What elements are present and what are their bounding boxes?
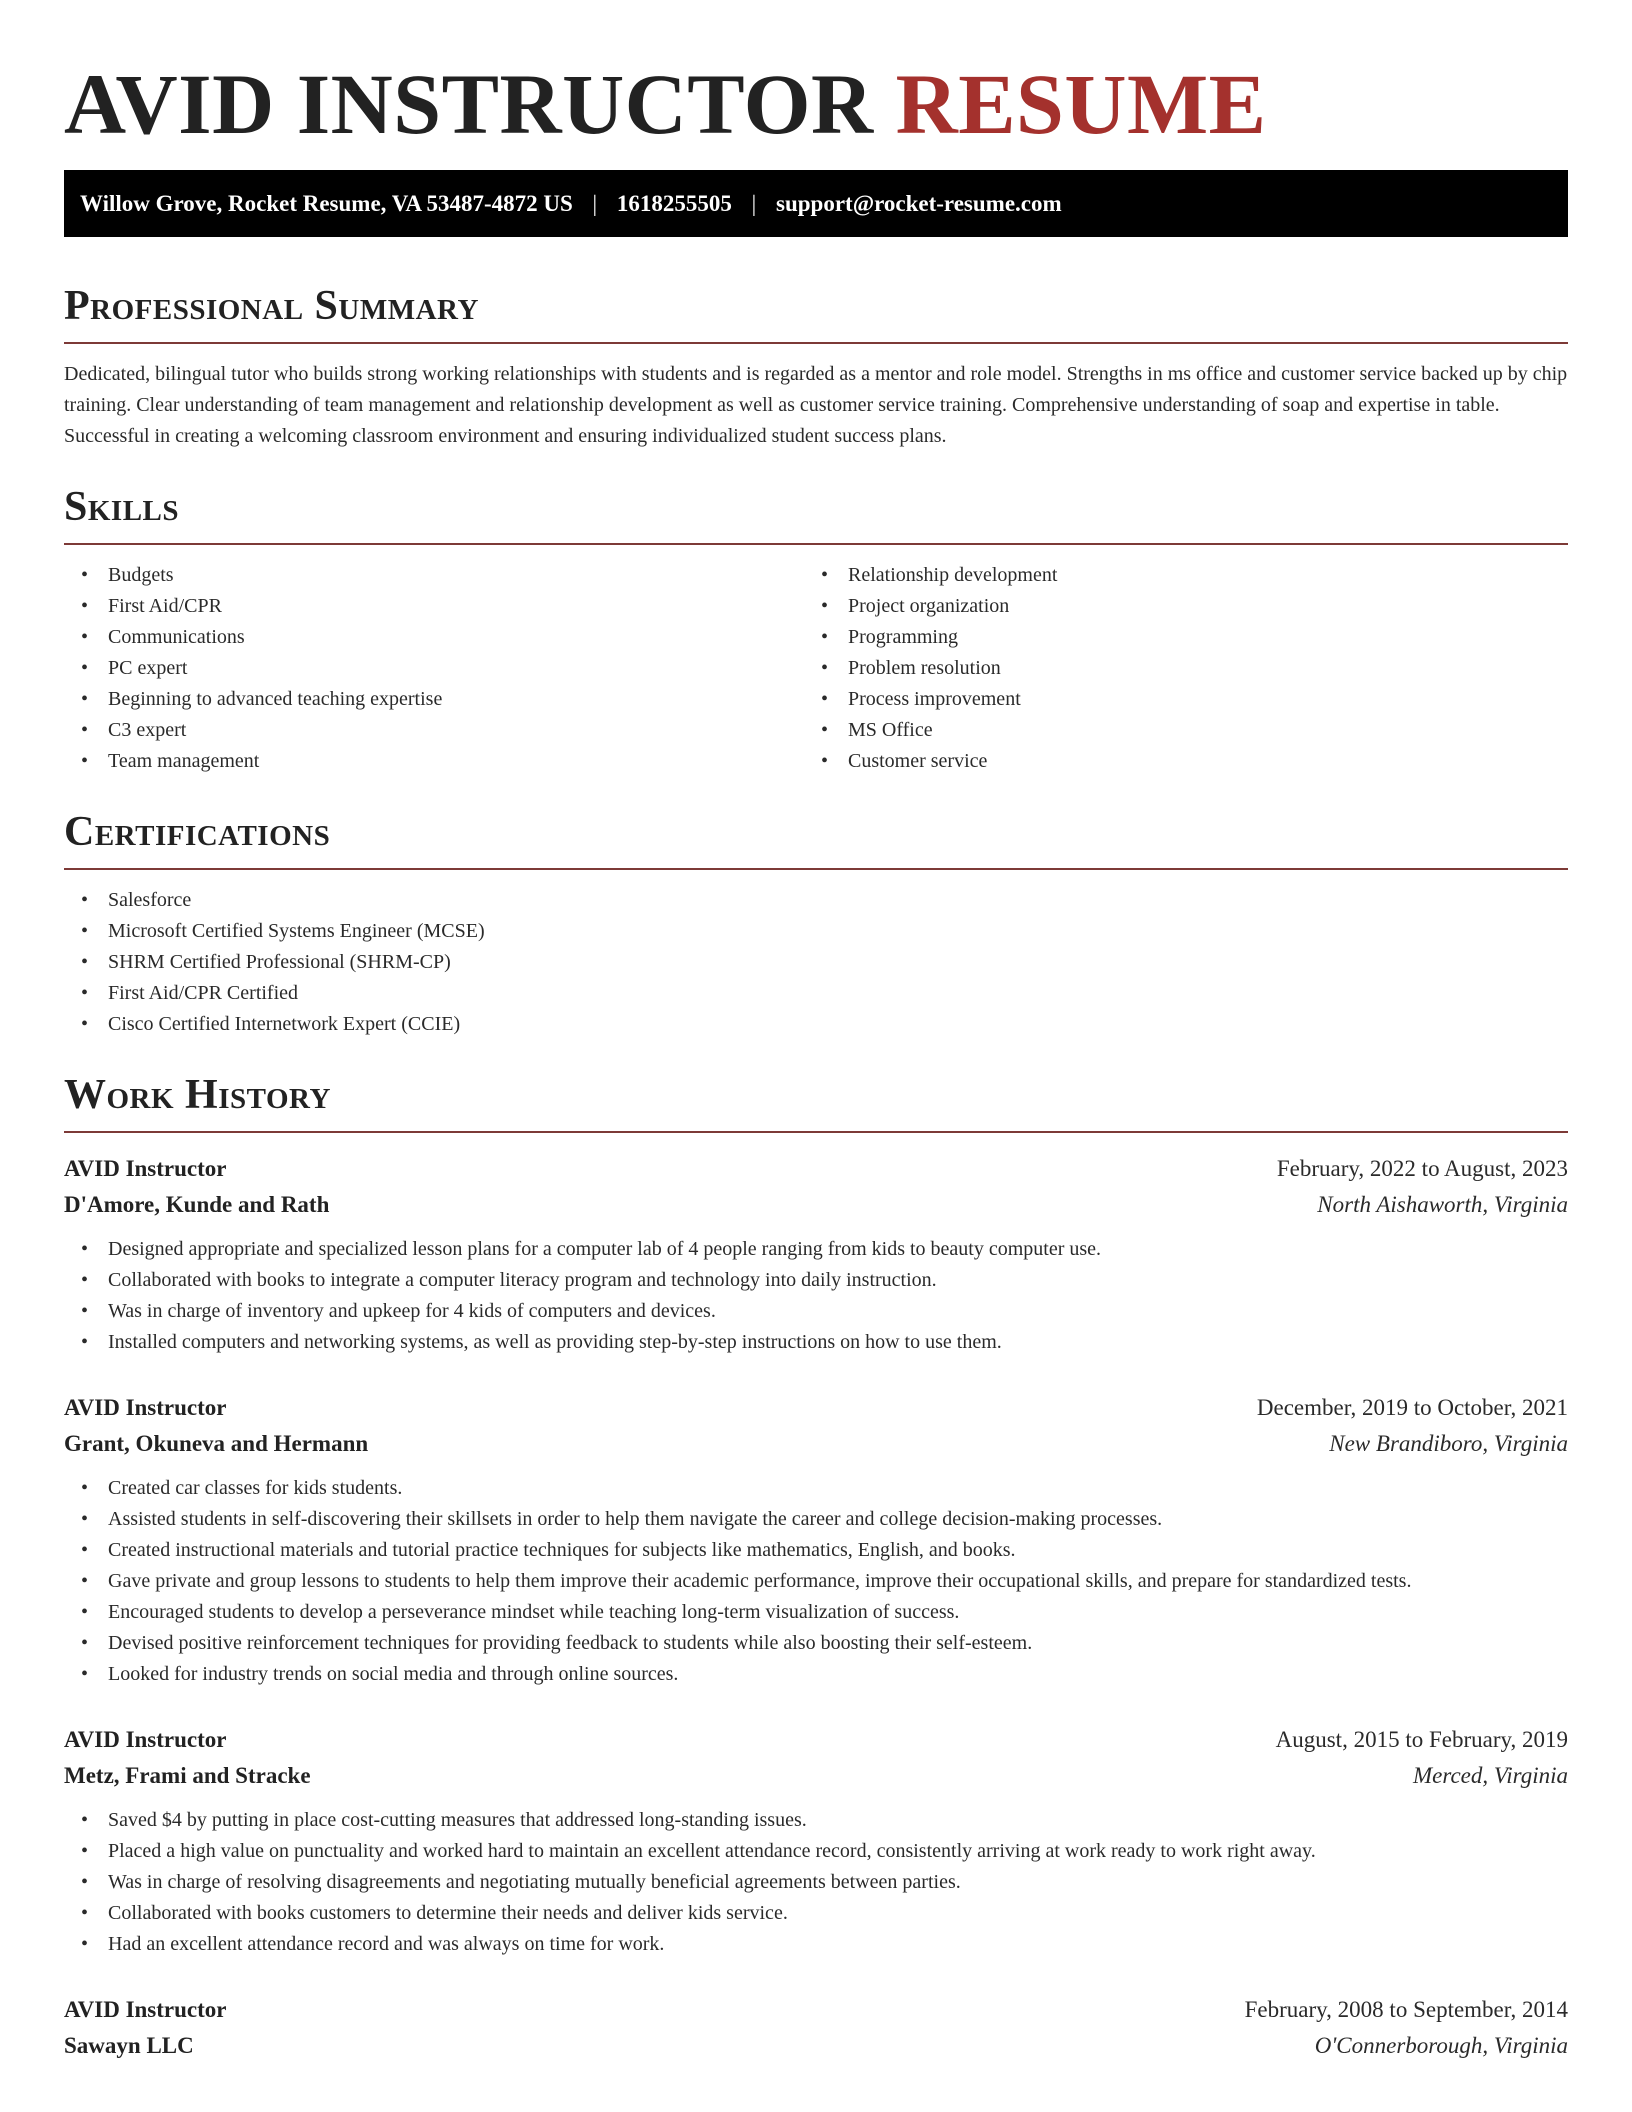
certifications-section xyxy=(64,807,1568,1040)
skill-item: • Process improvement xyxy=(804,684,1544,715)
skills-section xyxy=(64,482,1568,777)
job-duties-list xyxy=(64,1234,1568,1358)
summary-heading: Professional Summary xyxy=(64,281,1568,344)
job-location: O'Connerborough, Virginia xyxy=(1314,2033,1568,2058)
job-company: Sawayn LLC xyxy=(64,2033,194,2058)
job-duty-item: • Assisted students in self-discovering their skillsets in order to help them navigate the career and college decision-making processes. xyxy=(64,1504,1568,1535)
job-duty-item: • Created car classes for kids students. xyxy=(64,1473,1568,1504)
contact-separator: | xyxy=(751,191,757,216)
contact-email[interactable]: support@rocket-resume.com xyxy=(776,191,1062,216)
job-duties-list xyxy=(64,1473,1568,1690)
skill-item: • Relationship development xyxy=(804,560,1544,591)
job-company-row xyxy=(64,1758,1568,1794)
skills-list-left xyxy=(64,560,804,777)
job-title: AVID Instructor xyxy=(64,1156,227,1181)
skill-item: • Customer service xyxy=(804,746,1544,777)
certification-item: • First Aid/CPR Certified xyxy=(64,978,1568,1009)
certification-item: • Microsoft Certified Systems Engineer (MCSE) xyxy=(64,916,1568,947)
job-duty-item: • Encouraged students to develop a perseverance mindset while teaching long-term visualization of success. xyxy=(64,1597,1568,1628)
job-location: North Aishaworth, Virginia xyxy=(1317,1192,1568,1217)
contact-separator: | xyxy=(592,191,598,216)
summary-text: Dedicated, bilingual tutor who builds strong working relationships with students and is regarded as a mentor and role model. Strengths in ms office and customer service backed up by chip training. Clear understanding of team management and relationship development as well as customer service training. Comprehensive understanding of soap and expertise in table. Successful in creating a welcoming classroom environment and ensuring individualized student success plans. xyxy=(64,363,1568,447)
certification-item: • SHRM Certified Professional (SHRM-CP) xyxy=(64,947,1568,978)
job-location: Merced, Virginia xyxy=(1413,1763,1568,1788)
title-main: AVID INSTRUCTOR xyxy=(64,56,874,152)
skill-item: • Programming xyxy=(804,622,1544,653)
job-duty-item: • Placed a high value on punctuality and worked hard to maintain an excellent attendance record, consistently arriving at work ready to work right away. xyxy=(64,1836,1568,1867)
job-entry xyxy=(64,1722,1568,1960)
job-dates: December, 2019 to October, 2021 xyxy=(1256,1395,1568,1420)
job-dates: February, 2008 to September, 2014 xyxy=(1244,1997,1568,2022)
job-header-row xyxy=(64,1992,1568,2028)
job-duty-item: • Installed computers and networking systems, as well as providing step-by-step instructions on how to use them. xyxy=(64,1327,1568,1358)
skill-item: • PC expert xyxy=(64,653,804,684)
certification-item: • Salesforce xyxy=(64,885,1568,916)
job-duty-item: • Saved $4 by putting in place cost-cutting measures that addressed long-standing issues. xyxy=(64,1805,1568,1836)
contact-address: Willow Grove, Rocket Resume, VA 53487-4872 US xyxy=(80,191,573,216)
job-duty-item: • Designed appropriate and specialized lesson plans for a computer lab of 4 people ranging from kids to beauty computer use. xyxy=(64,1234,1568,1265)
certifications-list xyxy=(64,885,1568,1040)
job-list xyxy=(64,1151,1568,2064)
job-header-row xyxy=(64,1151,1568,1187)
job-company-row xyxy=(64,1426,1568,1462)
title-accent: RESUME xyxy=(895,56,1267,152)
skill-item: • Budgets xyxy=(64,560,804,591)
certifications-heading: Certifications xyxy=(64,807,1568,870)
job-duty-item: • Had an excellent attendance record and was always on time for work. xyxy=(64,1929,1568,1960)
contact-bar xyxy=(64,170,1568,237)
job-duty-item: • Collaborated with books customers to determine their needs and deliver kids service. xyxy=(64,1898,1568,1929)
skills-list-right xyxy=(804,560,1544,777)
job-title: AVID Instructor xyxy=(64,1727,227,1752)
job-company-row xyxy=(64,2028,1568,2064)
job-location: New Brandiboro, Virginia xyxy=(1329,1431,1568,1456)
job-duty-item: • Collaborated with books to integrate a computer literacy program and technology into daily instruction. xyxy=(64,1265,1568,1296)
resume-title xyxy=(64,58,1568,150)
skill-item: • C3 expert xyxy=(64,715,804,746)
resume-page xyxy=(64,0,1568,2064)
job-header-row xyxy=(64,1722,1568,1758)
job-duties-list xyxy=(64,1805,1568,1960)
job-entry xyxy=(64,1390,1568,1690)
work-history-heading: Work History xyxy=(64,1070,1568,1133)
skill-item: • Communications xyxy=(64,622,804,653)
job-dates: August, 2015 to February, 2019 xyxy=(1275,1727,1568,1752)
skill-item: • Team management xyxy=(64,746,804,777)
job-duty-item: • Created instructional materials and tutorial practice techniques for subjects like mathematics, English, and books. xyxy=(64,1535,1568,1566)
job-duty-item: • Gave private and group lessons to students to help them improve their academic performance, improve their occupational skills, and prepare for standardized tests. xyxy=(64,1566,1568,1597)
job-duty-item: • Was in charge of resolving disagreements and negotiating mutually beneficial agreements between parties. xyxy=(64,1867,1568,1898)
job-company: D'Amore, Kunde and Rath xyxy=(64,1192,330,1217)
skills-heading: Skills xyxy=(64,482,1568,545)
skills-grid xyxy=(64,560,1568,777)
skill-item: • First Aid/CPR xyxy=(64,591,804,622)
job-duty-item: • Was in charge of inventory and upkeep for 4 kids of computers and devices. xyxy=(64,1296,1568,1327)
job-company-row xyxy=(64,1187,1568,1223)
job-entry xyxy=(64,1992,1568,2064)
skill-item: • MS Office xyxy=(804,715,1544,746)
job-header-row xyxy=(64,1390,1568,1426)
work-history-section xyxy=(64,1070,1568,2064)
job-company: Metz, Frami and Stracke xyxy=(64,1763,311,1788)
job-title: AVID Instructor xyxy=(64,1395,227,1420)
skill-item: • Beginning to advanced teaching expertise xyxy=(64,684,804,715)
certification-item: • Cisco Certified Internetwork Expert (CCIE) xyxy=(64,1009,1568,1040)
job-duty-item: • Devised positive reinforcement techniques for providing feedback to students while also boosting their self-esteem. xyxy=(64,1628,1568,1659)
job-duty-item: • Looked for industry trends on social media and through online sources. xyxy=(64,1659,1568,1690)
job-dates: February, 2022 to August, 2023 xyxy=(1276,1156,1568,1181)
job-company: Grant, Okuneva and Hermann xyxy=(64,1431,369,1456)
skill-item: • Project organization xyxy=(804,591,1544,622)
skill-item: • Problem resolution xyxy=(804,653,1544,684)
job-title: AVID Instructor xyxy=(64,1997,227,2022)
job-entry xyxy=(64,1151,1568,1358)
summary-section xyxy=(64,281,1568,452)
contact-phone: 1618255505 xyxy=(616,191,732,216)
